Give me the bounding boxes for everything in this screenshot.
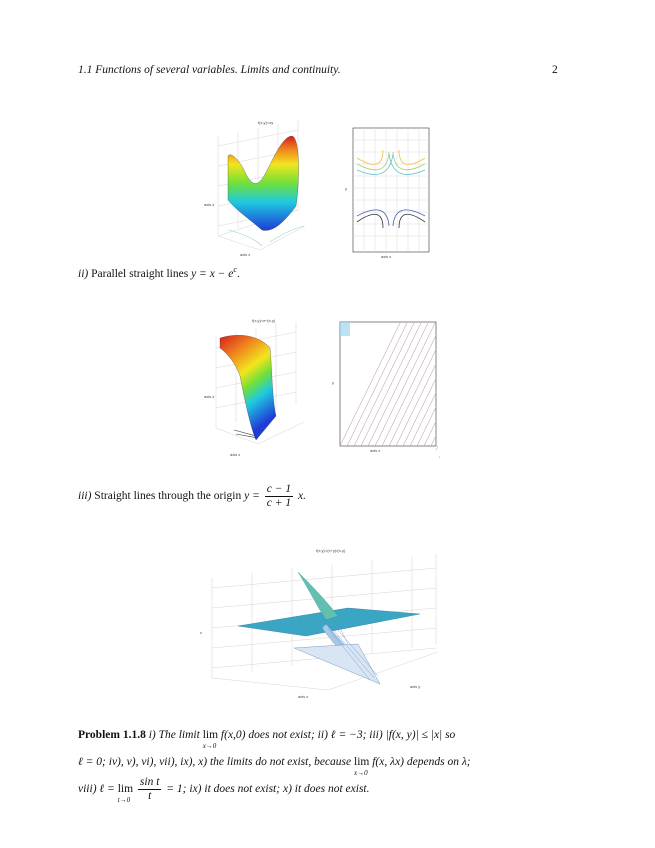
parallel-lines-contour-plot bbox=[330, 318, 440, 458]
svg-text:axis x: axis x bbox=[298, 694, 309, 699]
limit-3-word: lim bbox=[117, 783, 134, 796]
caption-iii-text: Straight lines through the origin bbox=[94, 490, 242, 503]
limit-2-word: lim bbox=[354, 756, 370, 768]
problem-1-1-8 bbox=[78, 722, 578, 803]
caption-ii: ii) Parallel straight lines $y = x - e^c$. bbox=[78, 265, 240, 280]
svg-text:y: y bbox=[332, 380, 334, 385]
caption-ii-text: Parallel straight lines bbox=[91, 267, 189, 280]
limit-3 bbox=[118, 776, 133, 803]
caption-ii-label: ii) bbox=[78, 267, 89, 280]
svg-text:axis x: axis x bbox=[381, 254, 392, 259]
svg-text:axis z: axis z bbox=[204, 202, 215, 207]
limit-1-sub: x→0 bbox=[202, 742, 217, 750]
fraction-denominator: c + 1 bbox=[266, 497, 292, 509]
limit-3-sub: t→0 bbox=[117, 796, 131, 805]
svg-text:axis x: axis x bbox=[240, 252, 251, 257]
contour-line bbox=[436, 446, 440, 458]
limit-3-numerator: sin t bbox=[139, 776, 160, 788]
limit-3-denominator: t bbox=[148, 790, 152, 802]
svg-text:f(x,y)=e^(x-y): f(x,y)=e^(x-y) bbox=[252, 318, 276, 323]
limit-1 bbox=[203, 722, 218, 749]
caption-iii-fraction bbox=[265, 483, 293, 510]
saddle-contour-plot bbox=[343, 124, 433, 262]
caption-iii-label: iii) bbox=[78, 490, 92, 503]
limit-1-word: lim bbox=[202, 729, 219, 741]
svg-text:axis y: axis y bbox=[410, 684, 421, 689]
problem-line2-b: f(x, λx) depends on λ; bbox=[372, 756, 471, 768]
svg-text:f(x,y)=(x+y)/(x-y): f(x,y)=(x+y)/(x-y) bbox=[316, 548, 346, 553]
svg-text:f(x,y)=xy: f(x,y)=xy bbox=[258, 120, 274, 125]
problem-line-1 bbox=[78, 722, 578, 749]
limit-3-fraction bbox=[138, 776, 162, 803]
caption-ii-sup: c bbox=[233, 265, 237, 274]
problem-line3-a: viii) ℓ = bbox=[78, 783, 115, 796]
contour-line bbox=[436, 446, 438, 450]
svg-text:y: y bbox=[345, 186, 347, 191]
exponential-surface-plot bbox=[200, 318, 320, 458]
limit-2-sub: x→0 bbox=[354, 769, 368, 777]
svg-text:axis z: axis z bbox=[204, 394, 215, 399]
saddle-surface-plot bbox=[200, 118, 318, 258]
caption-iii-rhs: x. bbox=[297, 490, 306, 503]
caption-iii-lhs: y = bbox=[244, 490, 260, 503]
caption-ii-math: y = x − e bbox=[191, 267, 234, 280]
rational-surface-plot bbox=[198, 548, 456, 700]
svg-text:z: z bbox=[200, 630, 202, 635]
caption-iii bbox=[78, 483, 306, 510]
problem-line-3 bbox=[78, 776, 578, 803]
running-header: 1.1 Functions of several variables. Limits and continuity. bbox=[78, 64, 341, 76]
problem-line3-b: = 1; ix) it does not exist; x) it does not exist. bbox=[166, 783, 370, 796]
page-number: 2 bbox=[552, 64, 558, 76]
problem-line2-a: ℓ = 0; iv), v), vi), vii), ix), x) the limits do not exist, because bbox=[78, 756, 352, 768]
problem-line1-b: f(x,0) does not exist; ii) ℓ = −3; iii) |f(x, y)| ≤ |x| so bbox=[220, 729, 456, 741]
limit-2 bbox=[354, 749, 369, 776]
problem-line-2 bbox=[78, 749, 578, 776]
problem-line1-a: i) The limit bbox=[148, 729, 200, 741]
fraction-numerator: c − 1 bbox=[266, 483, 292, 495]
problem-title: Problem 1.1.8 bbox=[78, 729, 146, 741]
svg-text:axis x: axis x bbox=[370, 448, 381, 453]
svg-text:axis x: axis x bbox=[230, 452, 241, 457]
